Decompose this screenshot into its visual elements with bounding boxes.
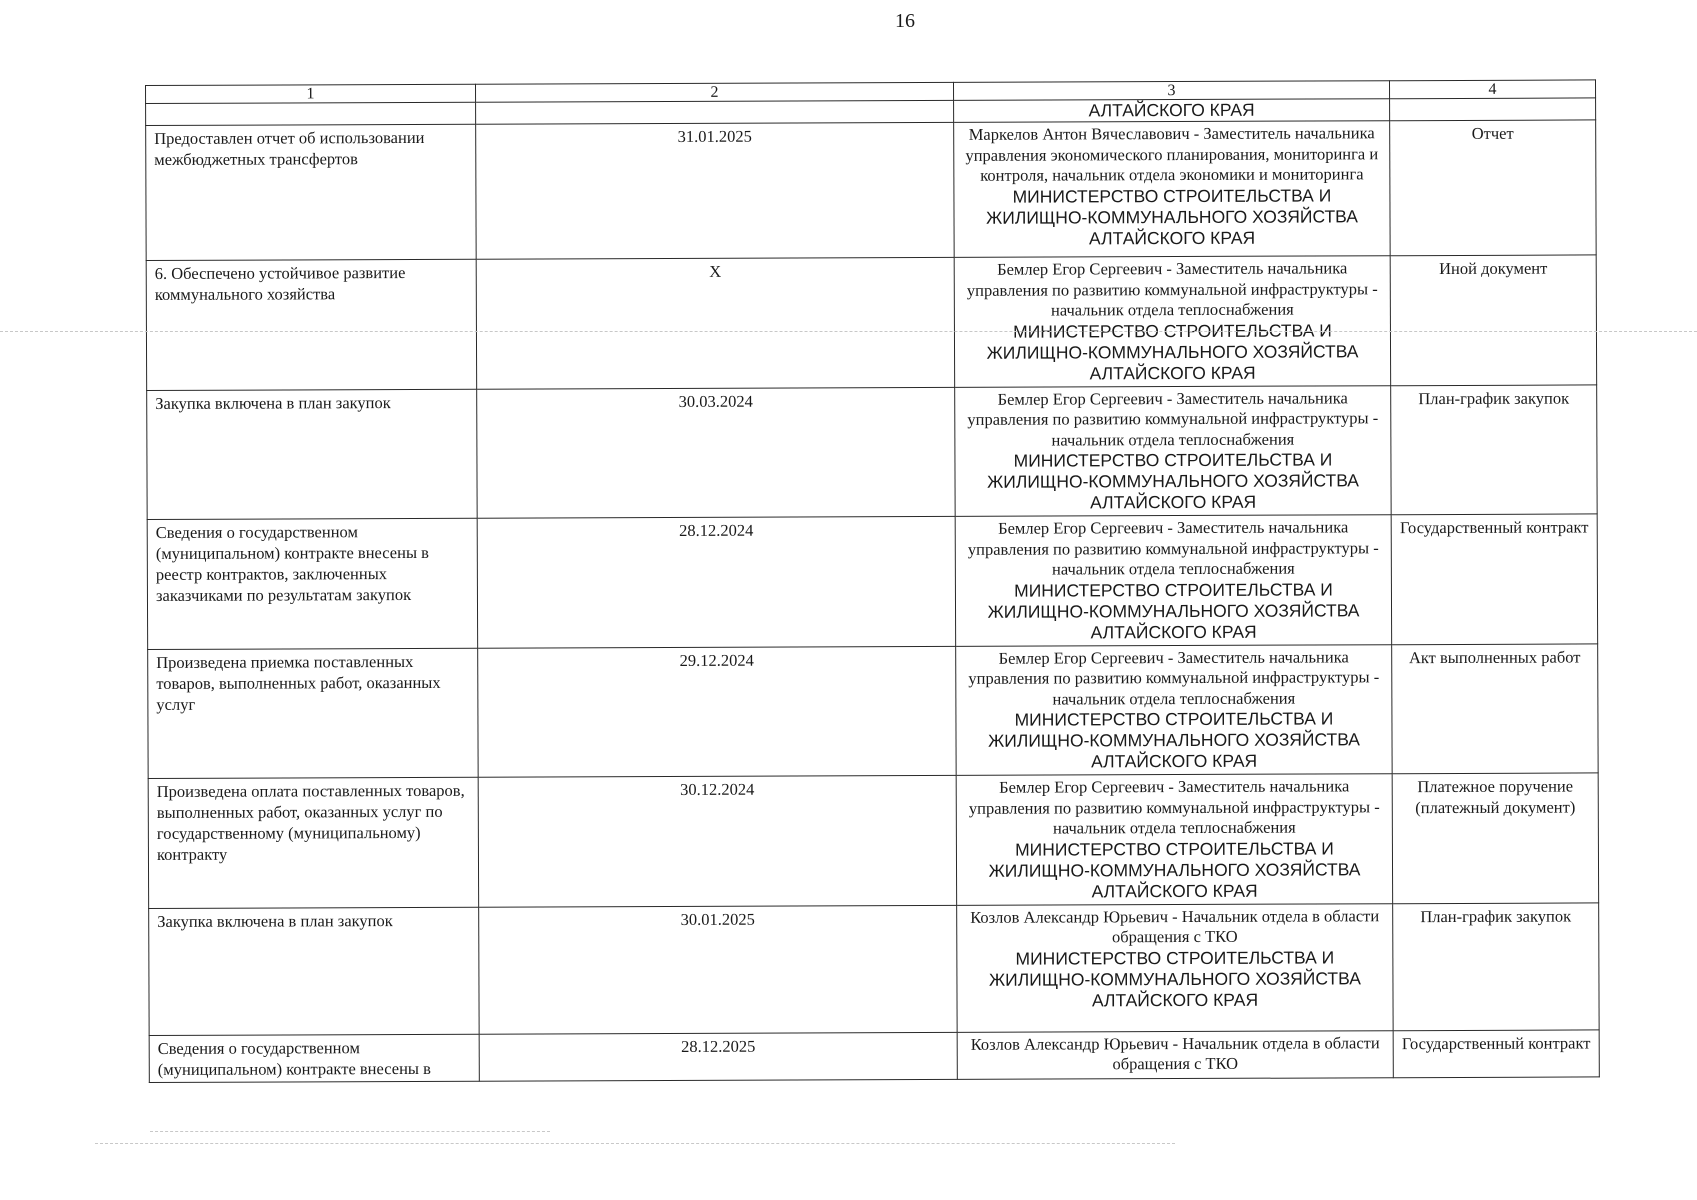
responsible-person: Бемлер Егор Сергеевич - Заместитель начальника управления по развитию коммунальной инфраструктуры - начальник отдела теплоснабжения	[967, 387, 1379, 450]
table-row	[146, 255, 1596, 390]
responsible-cell	[955, 385, 1391, 516]
action-cell: Закупка включена в план закупок	[149, 907, 479, 1035]
column-header: 2	[475, 82, 953, 102]
document-type-cell: Отчет	[1390, 120, 1597, 256]
table-row	[147, 384, 1597, 519]
organization-name: МИНИСТЕРСТВО СТРОИТЕЛЬСТВА И ЖИЛИЩНО-КОММУНАЛЬНОГО ХОЗЯЙСТВА АЛТАЙСКОГО КРАЯ	[988, 837, 1361, 901]
date-cell: 30.01.2025	[479, 905, 957, 1034]
action-cell: Сведения о государственном (муниципальном) контракте внесены в реестр контрактов, заключенных заказчиками по результатам закупок	[147, 518, 477, 649]
action-cell: Произведена приемка поставленных товаров, выполненных работ, оказанных услуг	[148, 648, 478, 779]
continued-org: АЛТАЙСКОГО КРАЯ	[1088, 99, 1255, 121]
document-type-cell: Государственный контракт	[1393, 1029, 1599, 1077]
date-cell: 30.12.2024	[478, 775, 956, 906]
date-cell: 31.01.2025	[476, 122, 955, 259]
date-cell: 30.03.2024	[477, 387, 955, 518]
plan-table	[145, 79, 1600, 1082]
responsible-person: Бемлер Егор Сергеевич - Заместитель начальника управления по развитию коммунальной инфраструктуры - начальник отдела теплоснабжения	[966, 258, 1378, 320]
document-type-cell: Государственный контракт	[1391, 514, 1597, 644]
action-cell: Произведена оплата поставленных товаров, выполненных работ, оказанных услуг по государственному (муниципальному) контракту	[148, 777, 478, 908]
responsible-cell	[954, 256, 1390, 387]
table-row	[146, 120, 1597, 261]
column-header: 3	[953, 81, 1389, 101]
responsible-person: Бемлер Егор Сергеевич - Заместитель начальника управления по развитию коммунальной инфраструктуры - начальник отдела теплоснабжения	[968, 776, 1380, 838]
organization-name: МИНИСТЕРСТВО СТРОИТЕЛЬСТВА И ЖИЛИЩНО-КОММУНАЛЬНОГО ХОЗЯЙСТВА АЛТАЙСКОГО КРАЯ	[986, 184, 1358, 248]
organization-name: МИНИСТЕРСТВО СТРОИТЕЛЬСТВА И ЖИЛИЩНО-КОММУНАЛЬНОГО ХОЗЯЙСТВА АЛТАЙСКОГО КРАЯ	[988, 708, 1360, 772]
action-cell: Закупка включена в план закупок	[147, 389, 477, 520]
responsible-cell	[957, 1030, 1393, 1079]
table-cell	[476, 100, 954, 124]
date-cell: X	[476, 257, 954, 388]
table-row	[149, 902, 1599, 1035]
table-row	[147, 514, 1597, 649]
responsible-person: Козлов Александр Юрьевич - Начальник отдела в области обращения с ТКО	[970, 905, 1380, 947]
action-cell: 6. Обеспечено устойчивое развитие коммунального хозяйства	[146, 259, 476, 390]
table-cell	[146, 102, 476, 125]
responsible-person: Бемлер Егор Сергеевич - Заместитель начальника управления по развитию коммунальной инфраструктуры - начальник отдела теплоснабжения	[967, 517, 1379, 579]
action-cell: Сведения о государственном (муниципальном) контракте внесены в	[149, 1034, 479, 1082]
document-type-cell: Акт выполненных работ	[1392, 643, 1598, 773]
responsible-person: Маркелов Антон Вячеславович - Заместитель начальника управления экономического планирования, мониторинга и контроля, начальник отдела экономики и мониторинга	[965, 123, 1379, 185]
document-type-cell: План-график закупок	[1391, 384, 1597, 514]
table-row	[148, 773, 1598, 908]
scan-artifact-line	[150, 1131, 550, 1132]
page-number: 16	[895, 10, 915, 32]
document-type-cell: Иной документ	[1390, 255, 1596, 385]
responsible-cell	[954, 121, 1391, 258]
table-cell	[1390, 98, 1596, 121]
responsible-cell	[956, 774, 1392, 905]
document-type-cell: Платежное поручение (платежный документ)	[1392, 773, 1598, 903]
continued-org-cell	[954, 99, 1390, 123]
organization-name: МИНИСТЕРСТВО СТРОИТЕЛЬСТВА И ЖИЛИЩНО-КОММУНАЛЬНОГО ХОЗЯЙСТВА АЛТАЙСКОГО КРАЯ	[986, 319, 1359, 383]
column-header: 4	[1389, 80, 1595, 99]
organization-name: МИНИСТЕРСТВО СТРОИТЕЛЬСТВА И ЖИЛИЩНО-КОММУНАЛЬНОГО ХОЗЯЙСТВА АЛТАЙСКОГО КРАЯ	[988, 946, 1361, 1010]
date-cell: 29.12.2024	[478, 646, 956, 777]
responsible-person: Козлов Александр Юрьевич - Начальник отдела в области обращения с ТКО	[970, 1032, 1380, 1074]
scan-artifact-line	[0, 331, 1697, 332]
table-row	[149, 1029, 1599, 1082]
responsible-cell	[956, 644, 1392, 775]
responsible-cell	[957, 903, 1393, 1032]
organization-name: МИНИСТЕРСТВО СТРОИТЕЛЬСТВА И ЖИЛИЩНО-КОММУНАЛЬНОГО ХОЗЯЙСТВА АЛТАЙСКОГО КРАЯ	[987, 449, 1359, 513]
date-cell: 28.12.2025	[479, 1032, 957, 1081]
date-cell: 28.12.2024	[477, 516, 955, 647]
scan-artifact-line	[95, 1143, 1175, 1144]
responsible-cell	[955, 515, 1391, 646]
responsible-person: Бемлер Егор Сергеевич - Заместитель начальника управления по развитию коммунальной инфраструктуры - начальник отдела теплоснабжения	[968, 646, 1380, 709]
column-header: 1	[146, 84, 476, 103]
action-cell: Предоставлен отчет об использовании межбюджетных трансфертов	[146, 124, 477, 260]
document-type-cell: План-график закупок	[1393, 902, 1599, 1030]
organization-name: МИНИСТЕРСТВО СТРОИТЕЛЬСТВА И ЖИЛИЩНО-КОММУНАЛЬНОГО ХОЗЯЙСТВА АЛТАЙСКОГО КРАЯ	[987, 578, 1360, 642]
table-row	[148, 643, 1598, 778]
